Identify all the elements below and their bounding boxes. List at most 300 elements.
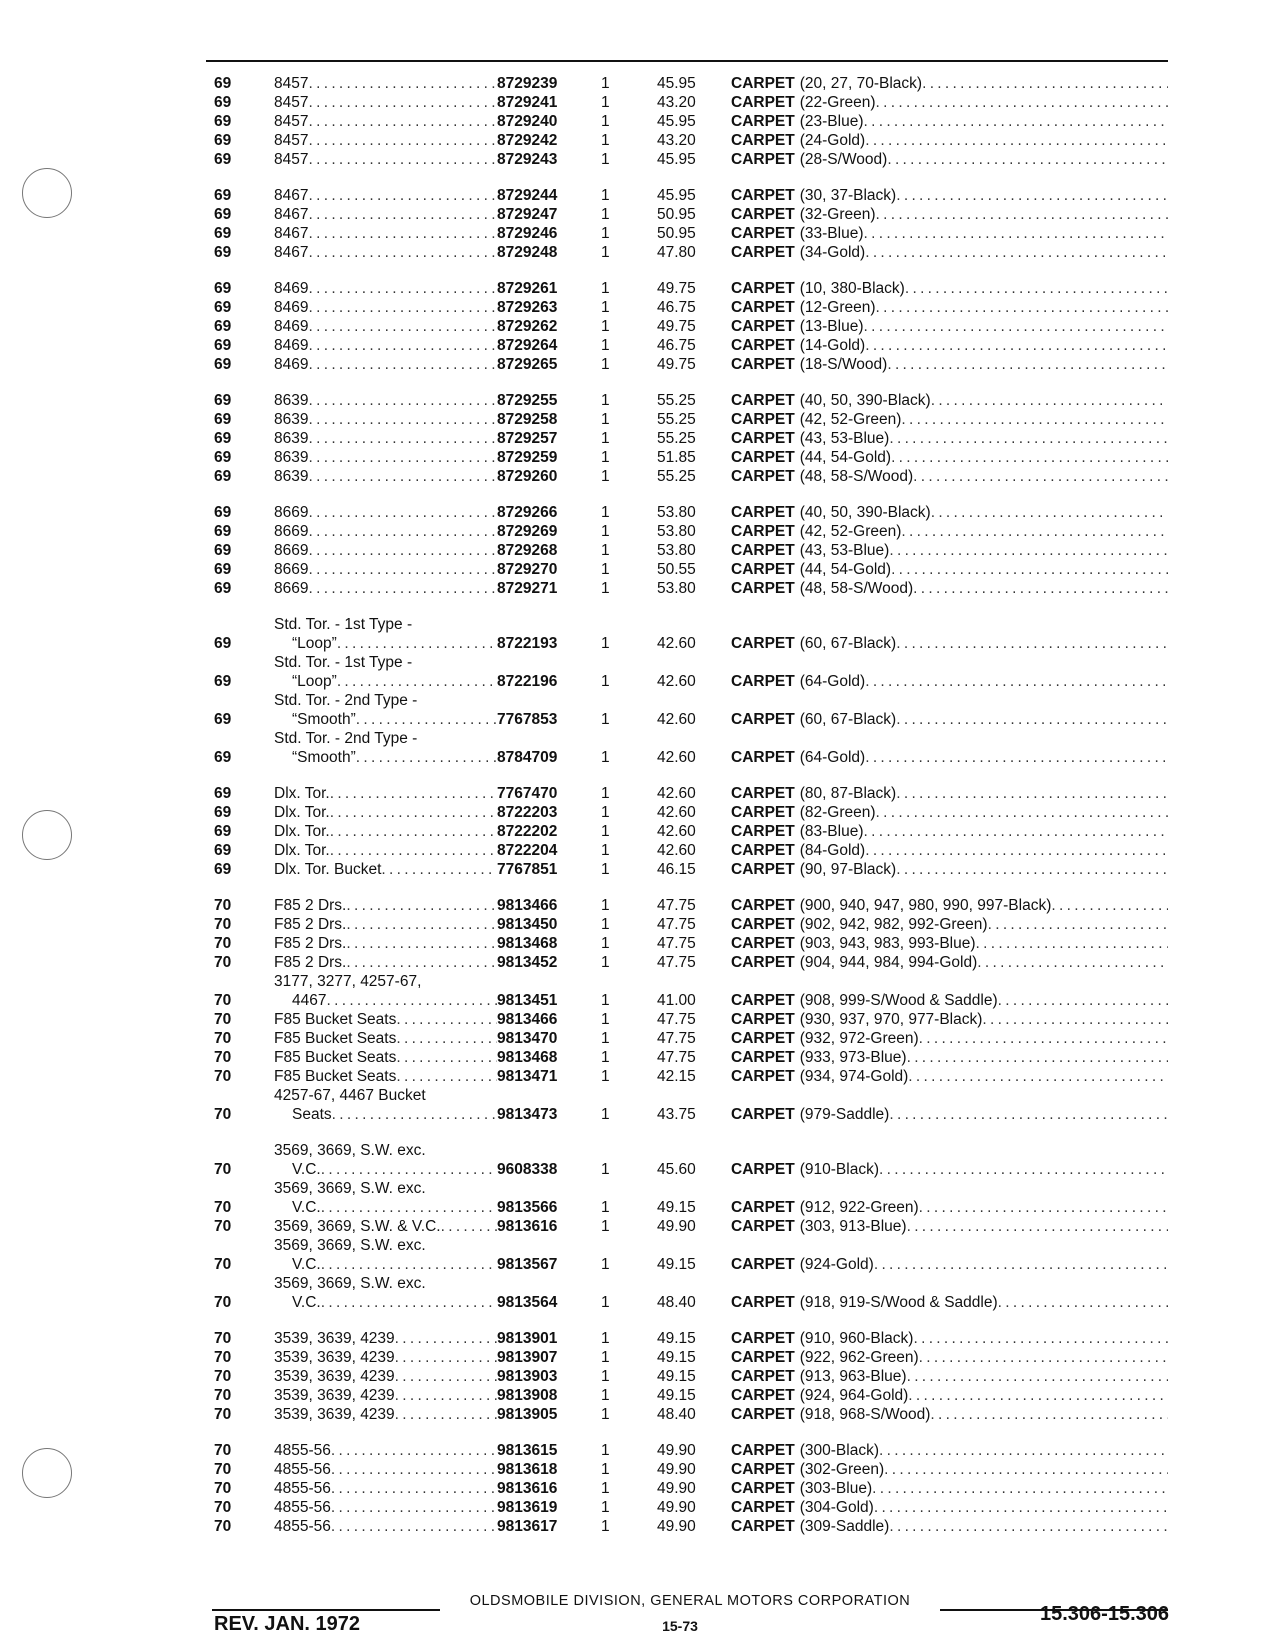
model-line	[274, 579, 497, 598]
row-group	[214, 503, 1174, 598]
price-cell: 47.75	[657, 1011, 696, 1028]
item-name: CARPET	[731, 992, 795, 1009]
dot-leader	[331, 1498, 497, 1517]
model-text: Dlx. Tor.	[274, 823, 330, 840]
year-cell: 69	[214, 561, 232, 578]
year-cell: 69	[214, 504, 232, 521]
model-line	[274, 503, 497, 522]
price-cell: 49.15	[657, 1330, 696, 1347]
description-cell	[731, 410, 1174, 429]
description-cell	[731, 93, 1174, 112]
model-line	[274, 653, 497, 672]
part-number-cell: 8729257	[497, 430, 558, 447]
model-line	[274, 317, 497, 336]
description-cell	[731, 317, 1174, 336]
description-detail: (34-Gold)	[799, 244, 866, 261]
quantity-cell: 1	[601, 1461, 610, 1478]
model-text: 4855-56	[274, 1518, 331, 1535]
description-cell	[731, 915, 1174, 934]
dot-leader	[330, 784, 497, 803]
table-row	[214, 150, 1174, 169]
item-name: CARPET	[731, 916, 795, 933]
row-group	[214, 186, 1174, 262]
model-cell	[274, 841, 497, 860]
item-name: CARPET	[731, 280, 795, 297]
quantity-cell: 1	[601, 151, 610, 168]
year-cell: 70	[214, 1368, 232, 1385]
quantity-cell: 1	[601, 1387, 610, 1404]
description-cell	[731, 1460, 1174, 1479]
table-row	[214, 1479, 1174, 1498]
table-row	[214, 186, 1174, 205]
description-cell	[731, 186, 1174, 205]
dot-leader	[913, 1329, 1168, 1348]
price-cell: 47.75	[657, 1030, 696, 1047]
binder-hole-bottom	[22, 1448, 72, 1498]
description-detail: (924, 964-Gold)	[799, 1387, 909, 1404]
price-cell: 49.15	[657, 1349, 696, 1366]
description-cell	[731, 710, 1174, 729]
row-group	[214, 1441, 1174, 1536]
description-cell	[731, 991, 1174, 1010]
model-text: F85 Bucket Seats	[274, 1011, 397, 1028]
description-cell	[731, 74, 1174, 93]
part-number-cell: 8729259	[497, 449, 558, 466]
description-cell	[731, 1348, 1174, 1367]
description-detail: (910-Black)	[799, 1161, 879, 1178]
table-row	[214, 74, 1174, 93]
description-cell	[731, 934, 1174, 953]
dot-leader	[879, 1441, 1168, 1460]
model-cell	[274, 1517, 497, 1536]
description-detail: (82-Green)	[799, 804, 876, 821]
dot-leader	[346, 896, 497, 915]
model-text: 3569, 3669, S.W. exc.	[274, 1237, 426, 1254]
model-cell	[274, 448, 497, 467]
model-cell	[274, 205, 497, 224]
description-detail: (309-Saddle)	[799, 1518, 890, 1535]
description-cell	[731, 336, 1174, 355]
dot-leader	[913, 467, 1168, 486]
dot-leader	[308, 429, 497, 448]
part-number-cell: 9813567	[497, 1256, 558, 1273]
table-row	[214, 784, 1174, 803]
table-row	[214, 934, 1174, 953]
table-row	[214, 615, 1174, 653]
quantity-cell: 1	[601, 449, 610, 466]
table-row	[214, 1217, 1174, 1236]
part-number-cell: 8729240	[497, 113, 558, 130]
year-cell: 69	[214, 132, 232, 149]
year-cell: 70	[214, 1406, 232, 1423]
model-text: 3569, 3669, S.W. exc.	[274, 1180, 426, 1197]
model-text: 8669	[274, 580, 309, 597]
year-cell: 70	[214, 1030, 232, 1047]
dot-leader	[308, 186, 497, 205]
quantity-cell: 1	[601, 1199, 610, 1216]
model-text: 8457	[274, 94, 309, 111]
dot-leader	[308, 279, 497, 298]
description-cell	[731, 560, 1174, 579]
part-number-cell: 8729244	[497, 187, 558, 204]
model-text: 8467	[274, 244, 309, 261]
description-cell	[731, 1405, 1174, 1424]
quantity-cell: 1	[601, 1049, 610, 1066]
part-number-cell: 8729266	[497, 504, 558, 521]
price-cell: 42.60	[657, 842, 696, 859]
table-row	[214, 522, 1174, 541]
quantity-cell: 1	[601, 1030, 610, 1047]
model-text: F85 2 Drs.	[274, 935, 347, 952]
model-text: “Loop”	[292, 673, 337, 690]
part-number-cell: 9813471	[497, 1068, 558, 1085]
description-cell	[731, 1386, 1174, 1405]
dot-leader	[308, 503, 497, 522]
dot-leader	[879, 1160, 1168, 1179]
description-detail: (14-Gold)	[799, 337, 866, 354]
model-text: V.C.	[292, 1161, 321, 1178]
model-text: F85 2 Drs.	[274, 954, 347, 971]
model-line	[274, 355, 497, 374]
description-cell	[731, 243, 1174, 262]
dot-leader	[1051, 896, 1168, 915]
table-row	[214, 1274, 1174, 1312]
model-text: 8639	[274, 468, 309, 485]
year-cell: 70	[214, 1218, 232, 1235]
year-cell: 70	[214, 1442, 232, 1459]
model-line	[274, 915, 497, 934]
row-group	[214, 74, 1174, 169]
description-cell	[731, 1105, 1174, 1124]
part-number-cell: 9813908	[497, 1387, 558, 1404]
model-line	[274, 1348, 497, 1367]
model-line	[274, 112, 497, 131]
model-text: Std. Tor. - 2nd Type -	[274, 730, 418, 747]
part-number-cell: 8729270	[497, 561, 558, 578]
dot-leader	[908, 1386, 1168, 1405]
table-row	[214, 841, 1174, 860]
description-cell	[731, 1479, 1174, 1498]
description-cell	[731, 298, 1174, 317]
footer-division: OLDSMOBILE DIVISION, GENERAL MOTORS CORPORATION	[469, 1593, 911, 1609]
description-detail: (910, 960-Black)	[799, 1330, 914, 1347]
model-line	[274, 1329, 497, 1348]
description-cell	[731, 467, 1174, 486]
part-number-cell: 8729248	[497, 244, 558, 261]
part-number-cell: 8729260	[497, 468, 558, 485]
dot-leader	[346, 934, 497, 953]
model-text: “Smooth”	[292, 711, 356, 728]
quantity-cell: 1	[601, 711, 610, 728]
year-cell: 70	[214, 1106, 232, 1123]
part-number-cell: 8784709	[497, 749, 558, 766]
row-group	[214, 784, 1174, 879]
model-cell	[274, 1329, 497, 1348]
price-cell: 42.15	[657, 1068, 696, 1085]
dot-leader	[396, 1010, 497, 1029]
dot-leader	[330, 841, 497, 860]
table-row	[214, 1236, 1174, 1274]
description-detail: (932, 972-Green)	[799, 1030, 919, 1047]
dot-leader	[395, 1405, 497, 1424]
model-cell	[274, 934, 497, 953]
model-line	[274, 467, 497, 486]
model-text: F85 Bucket Seats	[274, 1068, 397, 1085]
model-line	[274, 803, 497, 822]
model-cell	[274, 1029, 497, 1048]
quantity-cell: 1	[601, 542, 610, 559]
description-cell	[731, 1441, 1174, 1460]
year-cell: 70	[214, 1499, 232, 1516]
price-cell: 50.95	[657, 206, 696, 223]
description-detail: (20, 27, 70-Black)	[799, 75, 923, 92]
dot-leader	[321, 1198, 497, 1217]
dot-leader	[395, 1386, 497, 1405]
model-cell	[274, 1367, 497, 1386]
dot-leader	[395, 1367, 497, 1386]
description-detail: (933, 973-Blue)	[799, 1049, 907, 1066]
model-cell	[274, 1348, 497, 1367]
model-cell	[274, 822, 497, 841]
dot-leader	[874, 1255, 1168, 1274]
model-cell	[274, 298, 497, 317]
table-row	[214, 896, 1174, 915]
part-number-cell: 8722196	[497, 673, 558, 690]
quantity-cell: 1	[601, 1256, 610, 1273]
table-row	[214, 560, 1174, 579]
quantity-cell: 1	[601, 1349, 610, 1366]
row-group	[214, 391, 1174, 486]
part-number-cell: 9813905	[497, 1406, 558, 1423]
item-name: CARPET	[731, 337, 795, 354]
dot-leader	[988, 915, 1168, 934]
year-cell: 69	[214, 75, 232, 92]
description-detail: (930, 937, 970, 977-Black)	[799, 1011, 983, 1028]
table-row	[214, 224, 1174, 243]
item-name: CARPET	[731, 1218, 795, 1235]
model-cell	[274, 860, 497, 879]
price-cell: 49.90	[657, 1218, 696, 1235]
parts-catalog-table	[214, 74, 1174, 1553]
model-line	[274, 560, 497, 579]
item-name: CARPET	[731, 1161, 795, 1178]
model-cell	[274, 410, 497, 429]
model-text: F85 Bucket Seats	[274, 1030, 397, 1047]
dot-leader	[896, 186, 1168, 205]
description-detail: (60, 67-Black)	[799, 711, 897, 728]
price-cell: 42.60	[657, 711, 696, 728]
description-cell	[731, 112, 1174, 131]
dot-leader	[441, 1217, 497, 1236]
year-cell: 69	[214, 411, 232, 428]
description-detail: (979-Saddle)	[799, 1106, 890, 1123]
quantity-cell: 1	[601, 225, 610, 242]
footer-section-number: 15.306-15.306	[1039, 1603, 1169, 1625]
quantity-cell: 1	[601, 337, 610, 354]
model-text: 8669	[274, 542, 309, 559]
description-detail: (912, 922-Green)	[799, 1199, 919, 1216]
dot-leader	[308, 410, 497, 429]
item-name: CARPET	[731, 1199, 795, 1216]
item-name: CARPET	[731, 318, 795, 335]
description-detail: (902, 942, 982, 992-Green)	[799, 916, 988, 933]
quantity-cell: 1	[601, 75, 610, 92]
table-row	[214, 205, 1174, 224]
quantity-cell: 1	[601, 299, 610, 316]
dot-leader	[907, 1367, 1168, 1386]
dot-leader	[896, 710, 1168, 729]
quantity-cell: 1	[601, 1499, 610, 1516]
model-text: 8639	[274, 430, 309, 447]
description-cell	[731, 1329, 1174, 1348]
description-cell	[731, 803, 1174, 822]
table-row	[214, 953, 1174, 972]
price-cell: 50.55	[657, 561, 696, 578]
model-text: 8467	[274, 225, 309, 242]
table-row	[214, 1048, 1174, 1067]
price-cell: 45.95	[657, 187, 696, 204]
price-cell: 49.90	[657, 1480, 696, 1497]
dot-leader	[998, 991, 1168, 1010]
model-line	[274, 205, 497, 224]
year-cell: 70	[214, 1330, 232, 1347]
table-row	[214, 429, 1174, 448]
model-text: 8467	[274, 187, 309, 204]
description-detail: (302-Green)	[799, 1461, 885, 1478]
dot-leader	[865, 131, 1168, 150]
year-cell: 69	[214, 785, 232, 802]
dot-leader	[876, 205, 1168, 224]
model-text: F85 2 Drs.	[274, 916, 347, 933]
year-cell: 69	[214, 635, 232, 652]
model-line	[274, 896, 497, 915]
price-cell: 42.60	[657, 673, 696, 690]
quantity-cell: 1	[601, 94, 610, 111]
model-line	[274, 634, 497, 653]
item-name: CARPET	[731, 749, 795, 766]
dot-leader	[876, 803, 1168, 822]
model-cell	[274, 1498, 497, 1517]
price-cell: 51.85	[657, 449, 696, 466]
quantity-cell: 1	[601, 206, 610, 223]
price-cell: 49.90	[657, 1499, 696, 1516]
dot-leader	[330, 803, 497, 822]
dot-leader	[919, 1348, 1168, 1367]
dot-leader	[876, 93, 1168, 112]
model-text: 8639	[274, 449, 309, 466]
description-detail: (904, 944, 984, 994-Gold)	[799, 954, 978, 971]
description-detail: (32-Green)	[799, 206, 876, 223]
model-line	[274, 748, 497, 767]
dot-leader	[346, 953, 497, 972]
model-line	[274, 391, 497, 410]
description-detail: (900, 940, 947, 980, 990, 997-Black)	[799, 897, 1052, 914]
description-detail: (924-Gold)	[799, 1256, 874, 1273]
model-cell	[274, 1048, 497, 1067]
quantity-cell: 1	[601, 411, 610, 428]
description-detail: (48, 58-S/Wood)	[799, 580, 914, 597]
dot-leader	[905, 279, 1168, 298]
item-name: CARPET	[731, 113, 795, 130]
quantity-cell: 1	[601, 992, 610, 1009]
item-name: CARPET	[731, 561, 795, 578]
dot-leader	[872, 1479, 1168, 1498]
item-name: CARPET	[731, 151, 795, 168]
dot-leader	[396, 1067, 497, 1086]
model-line	[274, 93, 497, 112]
model-text: 8467	[274, 206, 309, 223]
model-cell	[274, 1217, 497, 1236]
model-text: 4855-56	[274, 1480, 331, 1497]
model-text: V.C.	[292, 1294, 321, 1311]
footer-page-number: 15-73	[662, 1618, 698, 1634]
dot-leader	[337, 634, 497, 653]
item-name: CARPET	[731, 861, 795, 878]
model-text: V.C.	[292, 1199, 321, 1216]
model-text: 4257-67, 4467 Bucket	[274, 1087, 426, 1104]
model-line	[274, 1367, 497, 1386]
model-cell	[274, 896, 497, 915]
part-number-cell: 8729241	[497, 94, 558, 111]
model-text: 3569, 3669, S.W. exc.	[274, 1142, 426, 1159]
table-row	[214, 131, 1174, 150]
description-cell	[731, 1067, 1174, 1086]
quantity-cell: 1	[601, 861, 610, 878]
model-cell	[274, 1067, 497, 1086]
dot-leader	[308, 112, 497, 131]
description-detail: (22-Green)	[799, 94, 876, 111]
dot-leader	[308, 579, 497, 598]
year-cell: 70	[214, 1011, 232, 1028]
year-cell: 69	[214, 187, 232, 204]
part-number-cell: 8722193	[497, 635, 558, 652]
description-detail: (90, 97-Black)	[799, 861, 897, 878]
item-name: CARPET	[731, 206, 795, 223]
model-line	[274, 841, 497, 860]
item-name: CARPET	[731, 1442, 795, 1459]
model-line	[274, 131, 497, 150]
description-cell	[731, 841, 1174, 860]
quantity-cell: 1	[601, 1161, 610, 1178]
model-cell	[274, 1479, 497, 1498]
dot-leader	[395, 1329, 497, 1348]
model-cell	[274, 243, 497, 262]
model-cell	[274, 691, 497, 729]
description-detail: (24-Gold)	[799, 132, 866, 149]
description-detail: (12-Green)	[799, 299, 876, 316]
description-cell	[731, 1293, 1174, 1312]
footer-rule-left	[212, 1609, 440, 1611]
model-text: 3569, 3669, S.W. & V.C.	[274, 1218, 441, 1235]
item-name: CARPET	[731, 1330, 795, 1347]
quantity-cell: 1	[601, 1518, 610, 1535]
description-cell	[731, 150, 1174, 169]
dot-leader	[331, 1479, 497, 1498]
item-name: CARPET	[731, 449, 795, 466]
year-cell: 69	[214, 244, 232, 261]
model-cell	[274, 317, 497, 336]
price-cell: 49.15	[657, 1256, 696, 1273]
model-line	[274, 1086, 497, 1105]
model-line	[274, 934, 497, 953]
quantity-cell: 1	[601, 804, 610, 821]
quantity-cell: 1	[601, 1368, 610, 1385]
price-cell: 42.60	[657, 749, 696, 766]
table-row	[214, 410, 1174, 429]
price-cell: 53.80	[657, 504, 696, 521]
table-row	[214, 1498, 1174, 1517]
description-cell	[731, 896, 1174, 915]
